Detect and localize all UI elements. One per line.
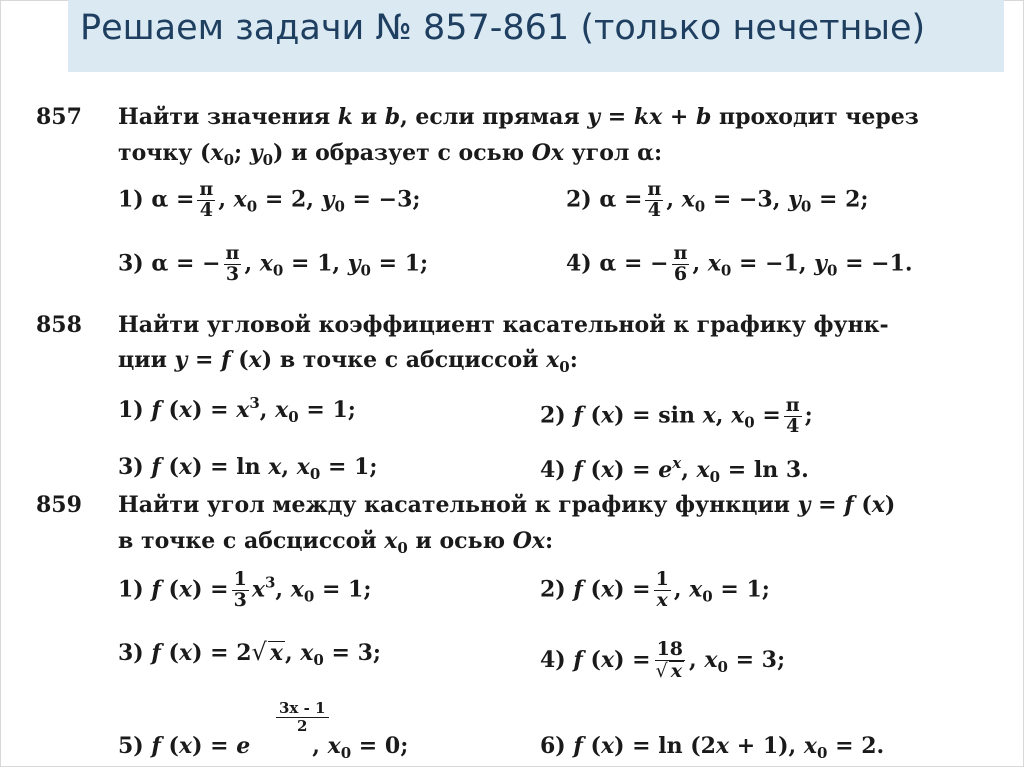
problem-857-item-2: 2) α = $\frac{\pi}{4}$ , $x_0 = -3$, $y_0 = 2$; — [566, 178, 869, 221]
problem-number-858: 858 — [36, 312, 82, 338]
problem-859-text-line2: в точке с абсциссой $x_0$ и осью Ox: — [118, 528, 554, 557]
problem-858-item-1: 1) f $(x) = x^3$, $x_0 = 1$; — [118, 394, 356, 426]
problem-number-859: 859 — [36, 492, 82, 518]
problem-857-text-line1: Найти значения k и b, если прямая y = kx + b проходит через — [118, 104, 919, 130]
problem-859-item-5-exponent: 3x - 1 2 — [276, 700, 329, 734]
problem-859-item-3: 3) f (x) = 2√ x, $x_0 = 3$; — [118, 638, 382, 669]
problem-857-item-3: 3) α = − $\frac{\pi}{3}$ , $x_0 = 1$, $y_0 = 1$; — [118, 242, 429, 285]
problem-858-text-line2: ции y = f (x) в точке с абсциссой $x_0$: — [118, 347, 578, 376]
problem-858-item-4: 4) f $(x) = e^x$, $x_0 = \ln 3$. — [540, 454, 809, 486]
problem-859-item-4: 4) f (x) = $\frac{18}{√ x}$ , $x_0 = 3$; — [540, 638, 786, 682]
problem-858-item-3: 3) f (x) = ln x, $x_0 = 1$; — [118, 454, 378, 483]
problem-858-item-2: 2) f (x) = sin x, $x_0$ = $\frac{\pi}{4}$ ; — [540, 394, 813, 437]
problem-859-item-2: 2) f (x) = $\frac{1}{x}$ , $x_0 = 1$; — [540, 568, 770, 611]
problem-859-item-6: 6) f (x) = ln (2x + 1), $x_0 = 2$. — [540, 733, 885, 762]
problem-858-text-line1: Найти угловой коэффициент касательной к графику функ- — [118, 312, 889, 338]
problem-number-857: 857 — [36, 104, 82, 130]
page-title: Решаем задачи № 857-861 (только нечетные) — [80, 8, 926, 48]
problem-857-text-line2: точку ($x_0$; $y_0$) и образует с осью Ox угол α: — [118, 140, 663, 169]
problem-859-text-line1: Найти угол между касательной к графику функции y = f (x) — [118, 492, 896, 518]
problem-857-item-4: 4) α = − $\frac{\pi}{6}$ , $x_0 = -1$, $y_0 = -1$. — [566, 242, 913, 285]
problem-859-item-1: 1) f (x) = $\frac{1}{3}$ $x^3$, $x_0 = 1$; — [118, 568, 372, 611]
problem-859-item-5: 5) f (x) = e , $x_0 = 0$; — [118, 733, 409, 762]
problem-857-item-1: 1) α = $\frac{\pi}{4}$ , $x_0 = 2$, $y_0 = -3$; — [118, 178, 421, 221]
